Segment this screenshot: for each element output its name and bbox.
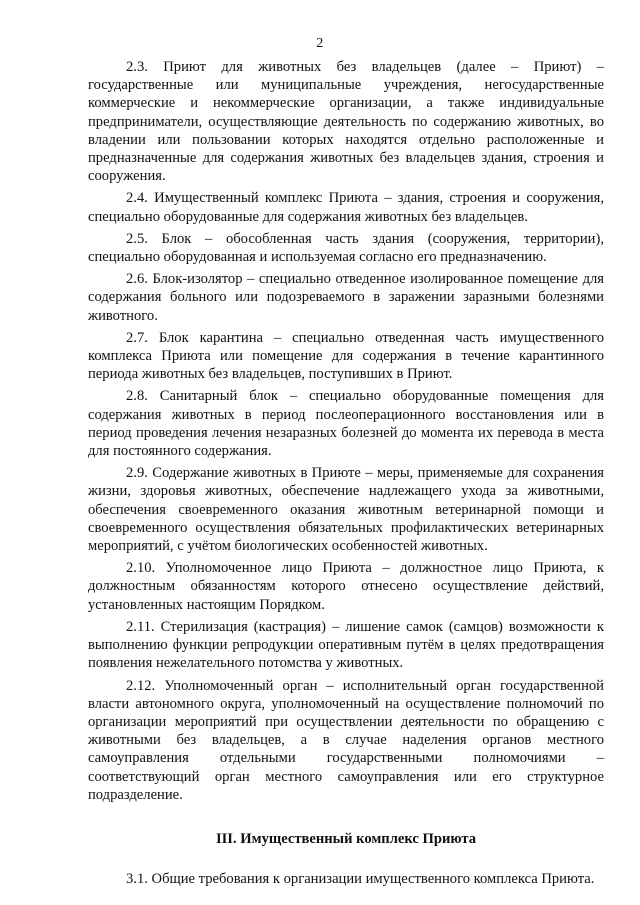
paragraph-2-12: 2.12. Уполномоченный орган – исполнительный орган государственной власти автономного округа, уполномоченный на осуществление полномочий по организации мероприятий при осуществлении деятельности по обращению с животными без владельцев, а в случае наделения органов местного самоуправления отдельными государственными полномочиями – соответствующий орган местного самоуправления или его структурное подразделение. xyxy=(88,677,604,803)
section-heading: III. Имущественный комплекс Приюта xyxy=(215,830,477,847)
paragraph-3-1: 3.1. Общие требования к организации имущественного комплекса Приюта. xyxy=(126,871,595,888)
paragraph-2-11: 2.11. Стерилизация (кастрация) – лишение самок (самцов) возможности к выполнению функции репродукции оперативным путём в целях предотвращения появления нежелательного потомства у животных. xyxy=(88,618,604,672)
page-number: 2 xyxy=(316,36,324,51)
document-body xyxy=(88,58,604,892)
paragraph-2-7: 2.7. Блок карантина – специально отведенная часть имущественного комплекса Приюта или помещение для содержания в течение карантинного периода животных без владельцев, поступивших в Приют. xyxy=(88,329,604,383)
paragraph-2-6: 2.6. Блок-изолятор – специально отведенное изолированное помещение для содержания больного или подозреваемого в заражении заразными болезнями животного. xyxy=(88,271,604,324)
paragraph-2-10: 2.10. Уполномоченное лицо Приюта – должностное лицо Приюта, к должностным обязанностям которого отнесено осуществление действий, установленных настоящим Порядком. xyxy=(88,560,604,613)
paragraph-2-5: 2.5. Блок – обособленная часть здания (сооружения, территории), специально оборудованная и используемая согласно его предназначению. xyxy=(88,230,604,266)
paragraph-2-4: 2.4. Имущественный комплекс Приюта – здания, строения и сооружения, специально оборудованные для содержания животных без владельцев. xyxy=(88,190,604,225)
paragraph-2-9: 2.9. Содержание животных в Приюте – меры, применяемые для сохранения жизни, здоровья животных, обеспечение надлежащего ухода за животными, обеспечения своевременного оказания животным ветеринарной помощи и своевременного осуществления обязательных профилактических ветеринарных мероприятий, с учётом биологических особенностей животных. xyxy=(88,465,604,555)
paragraph-2-3: 2.3. Приют для животных без владельцев (далее – Приют) – государственные или муниципальные учреждения, негосударственные коммерческие и некоммерческие организации, а также индивидуальные предприниматели, осуществляющие деятельность по содержанию животных, во владении или пользовании которых находятся отдельно расположенные и предназначенные для содержания животных без владельцев здания, строения и сооружения. xyxy=(88,59,604,185)
paragraph-2-8: 2.8. Санитарный блок – специально оборудованные помещения для содержания животных в период послеоперационного восстановления или в период проведения лечения незаразных болезней до момента их перевода в места для постоянного содержания. xyxy=(88,388,604,460)
